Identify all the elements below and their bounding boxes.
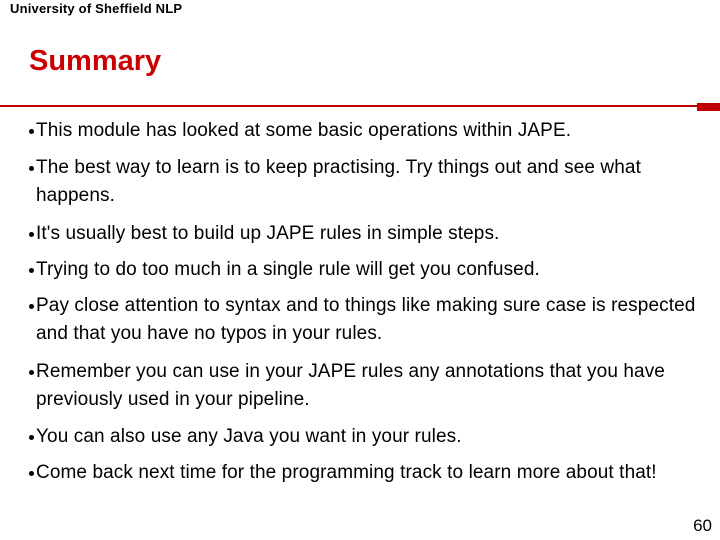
bullet-dot [29,268,34,273]
bullet-item: This module has looked at some basic operations within JAPE. [36,120,572,141]
bullet-item: Come back next time for the programming track to learn more about that! [36,462,657,483]
bullet-item: You can also use any Java you want in your rules. [36,426,462,447]
bullet-item: Remember you can use in your JAPE rules any annotations that you have previously used in your pipeline. [36,361,665,410]
bullet-dot [29,435,34,440]
page-number: 60 [693,516,712,535]
bullet-item: Pay close attention to syntax and to things like making sure case is respected and that you have no typos in your rules. [36,295,696,344]
slide-title: Summary [29,45,162,77]
header-organization: University of Sheffield NLP [10,1,183,16]
bullet-dot [29,304,34,309]
bullet-dot [29,166,34,171]
bullet-item: The best way to learn is to keep practising. Try things out and see what happens. [36,157,641,206]
bullet-dot [29,129,34,134]
bullet-item: It's usually best to build up JAPE rules in simple steps. [36,223,500,244]
bullet-item: Trying to do too much in a single rule will get you confused. [36,259,540,280]
bullet-dot [29,370,34,375]
bullet-dot [29,471,34,476]
bullet-dot [29,232,34,237]
